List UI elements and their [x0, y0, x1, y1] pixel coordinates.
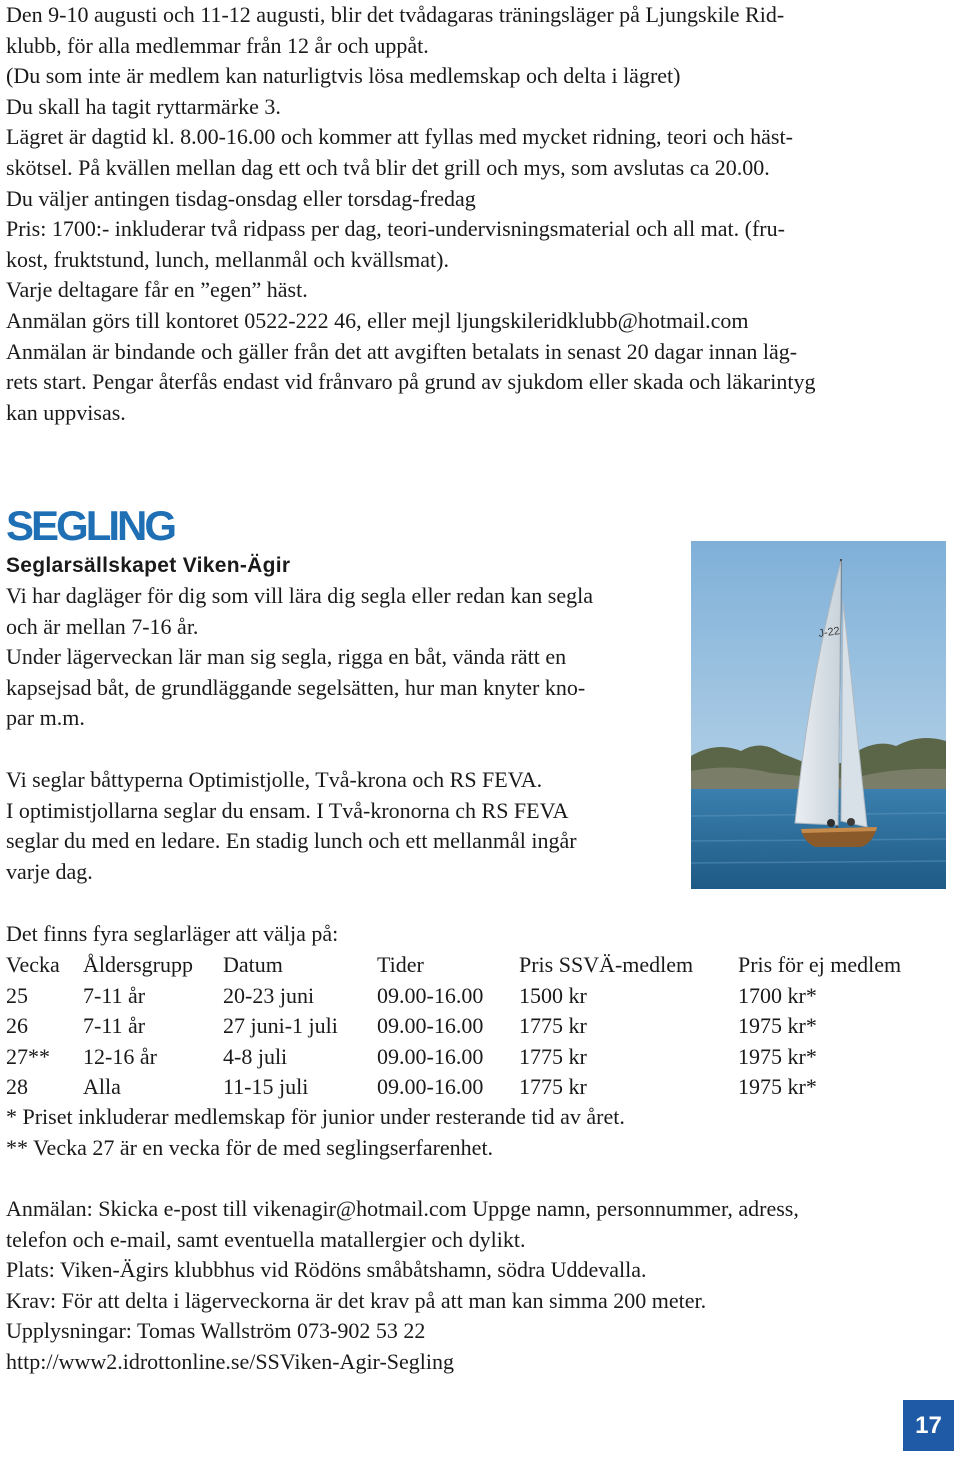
cell-age-group: Alla [83, 1074, 121, 1100]
contact-line: Krav: För att delta i lägerveckorna är det krav på att man kan simma 200 meter. [6, 1287, 707, 1313]
cell-member-price: 1500 kr [519, 982, 587, 1008]
camps-intro: Det finns fyra seglarläger att välja på: [6, 921, 339, 946]
intro-line: (Du som inte är medlem kan naturligtvis lösa medlemskap och delta i lägret) [6, 63, 681, 89]
intro-line: Varje deltagare får en ”egen” häst. [6, 277, 308, 303]
intro-line: Anmälan är bindande och gäller från det att avgiften betalats in senast 20 dagar innan läg- [6, 338, 798, 364]
table-row [6, 981, 938, 1012]
intro-line: skötsel. På kvällen mellan dag ett och två blir det grill och mys, som avslutas ca 20.00. [6, 154, 770, 180]
header-times: Tider [377, 952, 424, 977]
header-date: Datum [223, 952, 283, 977]
cell-week: 27** [6, 1043, 50, 1069]
paragraph-line: och är mellan 7-16 år. [6, 613, 199, 639]
sailing-paragraph-1 [6, 581, 696, 734]
cell-nonmember-price: 1975 kr* [738, 1043, 817, 1069]
intro-line: Lägret är dagtid kl. 8.00-16.00 och kommer att fyllas med mycket ridning, teori och häst- [6, 124, 793, 150]
cell-date: 20-23 juni [223, 982, 315, 1008]
cell-week: 25 [6, 982, 28, 1008]
footnote: * Priset inkluderar medlemskap för junior under resterande tid av året. [6, 1104, 625, 1129]
cell-member-price: 1775 kr [519, 1013, 587, 1039]
cell-week: 28 [6, 1074, 28, 1100]
header-nonmember-price: Pris för ej medlem [738, 952, 902, 977]
intro-line: Du väljer antingen tisdag-onsdag eller torsdag-fredag [6, 185, 476, 211]
paragraph-line: par m.m. [6, 705, 85, 731]
cell-nonmember-price: 1700 kr* [738, 982, 817, 1008]
paragraph-line: Vi har dagläger för dig som vill lära dig segla eller redan kan segla [6, 583, 593, 608]
cell-times: 09.00-16.00 [377, 982, 484, 1008]
table-footnotes [6, 1102, 906, 1163]
section-title: SEGLING [6, 502, 175, 549]
cell-nonmember-price: 1975 kr* [738, 1074, 817, 1100]
cell-week: 26 [6, 1013, 28, 1039]
cell-age-group: 7-11 år [83, 1013, 146, 1039]
cell-member-price: 1775 kr [519, 1074, 587, 1100]
contact-line: Upplysningar: Tomas Wallström 073-902 53 22 [6, 1318, 426, 1344]
intro-line: Pris: 1700:- inkluderar två ridpass per dag, teori-undervisningsmaterial och all mat. (fru- [6, 216, 785, 242]
intro-line: Du skall ha tagit ryttarmärke 3. [6, 93, 281, 119]
cell-age-group: 12-16 år [83, 1043, 157, 1069]
table-header-row [6, 950, 938, 981]
intro-line: Den 9-10 augusti och 11-12 augusti, blir det tvådagaras träningsläger på Ljungskile Rid- [6, 2, 785, 27]
paragraph-line: Under lägerveckan lär man sig segla, rigga en båt, vända rätt en [6, 644, 567, 670]
camp-price-table [6, 950, 938, 1103]
paragraph-line: kapsejsad båt, de grundläggande segelsätten, hur man knyter kno- [6, 674, 586, 700]
cell-times: 09.00-16.00 [377, 1013, 484, 1039]
footnote: ** Vecka 27 är en vecka för de med seglingserfarenhet. [6, 1134, 494, 1160]
intro-line: Anmälan görs till kontoret 0522-222 46, eller mejl ljungskileridklubb@hotmail.com [6, 307, 749, 333]
table-row [6, 1042, 938, 1073]
cell-date: 11-15 juli [223, 1074, 309, 1100]
intro-paragraph [6, 0, 956, 428]
table-row [6, 1011, 938, 1042]
sailboat-image [691, 541, 946, 889]
website-link[interactable]: http://www2.idrottonline.se/SSViken-Agir-Segling [6, 1348, 454, 1374]
header-age-group: Åldersgrupp [83, 952, 193, 977]
contact-line: Anmälan: Skicka e-post till vikenagir@hotmail.com Uppge namn, personnummer, adress, [6, 1196, 799, 1221]
intro-line: kan uppvisas. [6, 399, 126, 425]
section-subtitle: Seglarsällskapet Viken-Ägir [6, 554, 291, 577]
cell-times: 09.00-16.00 [377, 1043, 484, 1069]
table-row [6, 1072, 938, 1103]
sail-number: J-22 [817, 625, 841, 640]
paragraph-line: varje dag. [6, 858, 93, 884]
header-week: Vecka [6, 952, 60, 977]
intro-line: rets start. Pengar återfås endast vid frånvaro på grund av sjukdom eller skada och läkarintyg [6, 369, 816, 395]
contact-line: telefon och e-mail, samt eventuella matallergier och dylikt. [6, 1226, 526, 1252]
cell-nonmember-price: 1975 kr* [738, 1013, 817, 1039]
header-member-price: Pris SSVÄ-medlem [519, 952, 694, 977]
paragraph-line: I optimistjollarna seglar du ensam. I Två-kronorna ch RS FEVA [6, 797, 569, 823]
contact-info [6, 1194, 946, 1378]
page-number-badge: 17 [903, 1400, 954, 1451]
contact-line: Plats: Viken-Ägirs klubbhus vid Rödöns småbåtshamn, södra Uddevalla. [6, 1257, 647, 1283]
paragraph-line: seglar du med en ledare. En stadig lunch och ett mellanmål ingår [6, 828, 577, 854]
cell-date: 4-8 juli [223, 1043, 288, 1069]
paragraph-line: Vi seglar båttyperna Optimistjolle, Två-krona och RS FEVA. [6, 767, 543, 792]
cell-age-group: 7-11 år [83, 982, 146, 1008]
cell-member-price: 1775 kr [519, 1043, 587, 1069]
intro-line: klubb, för alla medlemmar från 12 år och uppåt. [6, 32, 429, 58]
cell-date: 27 juni-1 juli [223, 1013, 338, 1039]
cell-times: 09.00-16.00 [377, 1074, 484, 1100]
sailboat-photo [691, 541, 946, 889]
intro-line: kost, fruktstund, lunch, mellanmål och kvällsmat). [6, 246, 449, 272]
sailing-paragraph-2 [6, 765, 696, 887]
